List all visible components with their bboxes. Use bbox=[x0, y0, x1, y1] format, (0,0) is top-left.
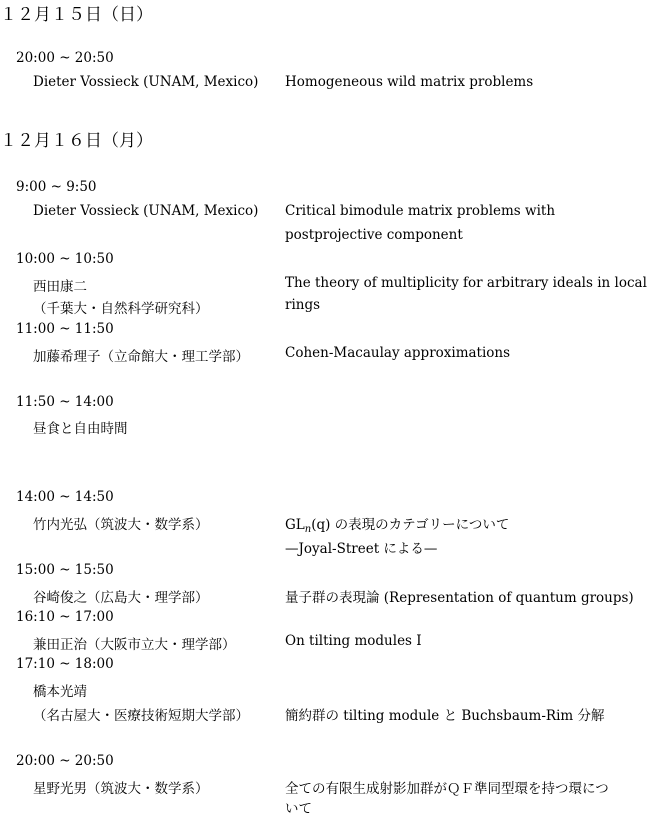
session-time: 14:00 ~ 14:50 bbox=[16, 489, 114, 505]
session-time: 11:00 ~ 11:50 bbox=[16, 321, 114, 337]
session-title-cont: —Joyal-Street による— bbox=[285, 541, 438, 557]
session-speaker: Dieter Vossieck (UNAM, Mexico) bbox=[33, 74, 259, 90]
session-time: 20:00 ~ 20:50 bbox=[16, 753, 114, 769]
session-speaker: 竹内光弘（筑波大・数学系） bbox=[33, 517, 209, 533]
session-title-cont: postprojective component bbox=[285, 227, 463, 243]
session-speaker: 兼田正治（大阪市立大・理学部） bbox=[33, 637, 236, 653]
session-speaker: 西田康二 bbox=[33, 279, 87, 295]
session-time: 11:50 ~ 14:00 bbox=[16, 394, 114, 410]
session-title-cont: いて bbox=[285, 801, 312, 817]
session-title: Cohen-Macaulay approximations bbox=[285, 345, 511, 361]
day-heading-dec15: １２月１５日（日） bbox=[0, 5, 153, 25]
session-title bbox=[285, 513, 509, 535]
session-title: Homogeneous wild matrix problems bbox=[285, 74, 534, 90]
session-title: On tilting modules I bbox=[285, 633, 422, 649]
session-speaker: 谷崎俊之（広島大・理学部） bbox=[33, 590, 209, 606]
session-time: 15:00 ~ 15:50 bbox=[16, 562, 114, 578]
session-time: 20:00 ~ 20:50 bbox=[16, 50, 114, 66]
title-rest: (q) の表現のカテゴリーについて bbox=[311, 517, 510, 533]
session-title-cont: rings bbox=[285, 297, 321, 313]
title-gl: GL bbox=[285, 517, 305, 533]
day-heading-dec16: １２月１６日（月） bbox=[0, 131, 153, 151]
session-title: 全ての有限生成射影加群がＱＦ準同型環を持つ環につ bbox=[285, 781, 609, 797]
session-time: 17:10 ~ 18:00 bbox=[16, 656, 114, 672]
session-time: 16:10 ~ 17:00 bbox=[16, 609, 114, 625]
session-speaker-affiliation: （千葉大・自然科学研究科） bbox=[33, 301, 209, 317]
session-title: 簡約群の tilting module と Buchsbaum-Rim 分解 bbox=[285, 708, 605, 724]
session-speaker: 橋本光靖 bbox=[33, 684, 87, 700]
session-title: 量子群の表現論 (Representation of quantum groups) bbox=[285, 590, 634, 606]
session-time: 9:00 ~ 9:50 bbox=[16, 179, 97, 195]
session-title: The theory of multiplicity for arbitrary ideals in local bbox=[285, 275, 647, 291]
lunch-break-label: 昼食と自由時間 bbox=[33, 421, 128, 437]
session-time: 10:00 ~ 10:50 bbox=[16, 251, 114, 267]
session-speaker-affiliation: （名古屋大・医療技術短期大学部） bbox=[33, 708, 249, 724]
session-title: Critical bimodule matrix problems with bbox=[285, 203, 556, 219]
session-speaker: 加藤希理子（立命館大・理工学部） bbox=[33, 349, 249, 365]
session-speaker: Dieter Vossieck (UNAM, Mexico) bbox=[33, 203, 259, 219]
session-speaker: 星野光男（筑波大・数学系） bbox=[33, 781, 209, 797]
title-subscript-n: n bbox=[304, 524, 312, 535]
